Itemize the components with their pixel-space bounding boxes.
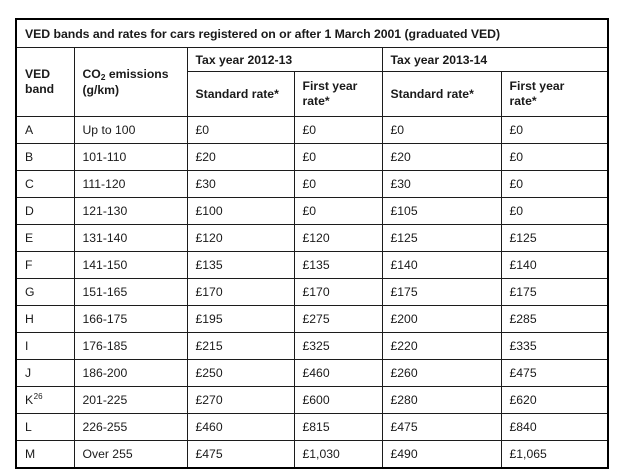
cell-ved-band [16,279,74,306]
header-row-group [16,48,608,72]
cell-standard-rate-2012: £120 [187,225,294,252]
cell-first-year-rate-2013: £1,065 [501,441,608,469]
cell-ved-band [16,225,74,252]
cell-standard-rate-2012: £170 [187,279,294,306]
cell-ved-band [16,414,74,441]
table-row [16,306,608,333]
band-letter: K [25,393,34,407]
header-standard-rate-2013: Standard rate* [382,72,501,117]
cell-standard-rate-2013: £140 [382,252,501,279]
cell-standard-rate-2013: £260 [382,360,501,387]
band-letter: I [25,339,29,353]
cell-ved-band [16,144,74,171]
table-row [16,279,608,306]
header-tax-year-2013-14: Tax year 2013-14 [382,48,608,72]
band-letter: E [25,231,34,245]
cell-standard-rate-2013: £30 [382,171,501,198]
cell-first-year-rate-2012: £0 [294,198,382,225]
cell-co2-emissions: 176-185 [74,333,187,360]
cell-first-year-rate-2013: £285 [501,306,608,333]
cell-standard-rate-2012: £460 [187,414,294,441]
table-row [16,414,608,441]
cell-first-year-rate-2013: £125 [501,225,608,252]
cell-co2-emissions: 121-130 [74,198,187,225]
cell-ved-band [16,387,74,414]
cell-co2-emissions: Up to 100 [74,117,187,144]
table-row [16,171,608,198]
table-row [16,198,608,225]
header-first-year-rate-2013 [501,72,608,117]
cell-standard-rate-2013: £0 [382,117,501,144]
table-row [16,333,608,360]
cell-co2-emissions: 111-120 [74,171,187,198]
cell-first-year-rate-2012: £0 [294,144,382,171]
band-letter: F [25,258,33,272]
cell-standard-rate-2012: £270 [187,387,294,414]
table-row [16,441,608,469]
band-letter: G [25,285,35,299]
header-co2-emissions-line1 [83,67,169,81]
header-ved-band-line1: VED [25,67,51,81]
cell-ved-band [16,333,74,360]
cell-co2-emissions: 101-110 [74,144,187,171]
table-title: VED bands and rates for cars registered on or after 1 March 2001 (graduated VED) [16,19,608,48]
table-row [16,360,608,387]
cell-first-year-rate-2012: £815 [294,414,382,441]
cell-co2-emissions: 226-255 [74,414,187,441]
cell-ved-band [16,360,74,387]
table-row [16,387,608,414]
header-co2-emissions [74,48,187,117]
cell-standard-rate-2012: £0 [187,117,294,144]
header-first-year-rate-2012-line1: First year [302,79,358,93]
cell-first-year-rate-2013: £140 [501,252,608,279]
table-row [16,225,608,252]
cell-first-year-rate-2013: £840 [501,414,608,441]
cell-standard-rate-2013: £475 [382,414,501,441]
cell-standard-rate-2013: £220 [382,333,501,360]
cell-standard-rate-2013: £175 [382,279,501,306]
band-letter: D [25,204,34,218]
co2-text: CO [82,66,101,81]
cell-first-year-rate-2013: £0 [501,117,608,144]
emissions-text: emissions [105,66,169,81]
cell-standard-rate-2012: £20 [187,144,294,171]
cell-standard-rate-2013: £105 [382,198,501,225]
band-letter: C [25,177,34,191]
cell-first-year-rate-2013: £0 [501,144,608,171]
cell-first-year-rate-2012: £120 [294,225,382,252]
ved-bands-and-rates-table [15,18,609,469]
band-letter: B [25,150,34,164]
cell-standard-rate-2012: £475 [187,441,294,469]
header-ved-band-line2: band [25,82,55,96]
cell-co2-emissions: 166-175 [74,306,187,333]
cell-co2-emissions: 141-150 [74,252,187,279]
header-co2-emissions-line2: (g/km) [82,82,120,97]
cell-first-year-rate-2013: £335 [501,333,608,360]
cell-standard-rate-2013: £200 [382,306,501,333]
cell-first-year-rate-2013: £475 [501,360,608,387]
cell-first-year-rate-2013: £0 [501,198,608,225]
table-body [16,19,608,468]
table-title-row [16,19,608,48]
cell-standard-rate-2013: £125 [382,225,501,252]
cell-first-year-rate-2012: £275 [294,306,382,333]
header-tax-year-2012-13: Tax year 2012-13 [187,48,382,72]
band-letter: H [25,312,34,326]
band-footnote-marker: 26 [33,392,43,401]
cell-co2-emissions: Over 255 [74,441,187,469]
band-letter: L [25,420,32,434]
cell-first-year-rate-2012: £1,030 [294,441,382,469]
cell-standard-rate-2012: £135 [187,252,294,279]
cell-standard-rate-2012: £215 [187,333,294,360]
cell-first-year-rate-2012: £0 [294,117,382,144]
cell-standard-rate-2012: £195 [187,306,294,333]
co2-subscript: 2 [100,71,106,82]
cell-standard-rate-2013: £490 [382,441,501,469]
cell-first-year-rate-2013: £620 [501,387,608,414]
band-letter: M [25,447,36,461]
cell-co2-emissions: 131-140 [74,225,187,252]
ved-table-container [15,18,607,469]
cell-standard-rate-2012: £30 [187,171,294,198]
cell-first-year-rate-2012: £170 [294,279,382,306]
cell-standard-rate-2013: £20 [382,144,501,171]
cell-first-year-rate-2012: £135 [294,252,382,279]
cell-ved-band [16,441,74,469]
header-first-year-rate-2013-line2: rate* [509,94,537,108]
cell-first-year-rate-2012: £460 [294,360,382,387]
cell-standard-rate-2012: £100 [187,198,294,225]
cell-first-year-rate-2012: £325 [294,333,382,360]
cell-co2-emissions: 151-165 [74,279,187,306]
cell-ved-band [16,117,74,144]
cell-ved-band [16,198,74,225]
header-first-year-rate-2013-line1: First year [509,79,565,93]
band-letter: J [25,366,32,380]
cell-first-year-rate-2012: £600 [294,387,382,414]
cell-first-year-rate-2012: £0 [294,171,382,198]
table-row [16,117,608,144]
cell-ved-band [16,171,74,198]
cell-first-year-rate-2013: £0 [501,171,608,198]
band-letter: A [25,123,34,137]
header-first-year-rate-2012-line2: rate* [302,94,330,108]
cell-standard-rate-2012: £250 [187,360,294,387]
cell-ved-band [16,306,74,333]
header-standard-rate-2012: Standard rate* [187,72,294,117]
cell-first-year-rate-2013: £175 [501,279,608,306]
header-ved-band [16,48,74,117]
table-row [16,252,608,279]
cell-ved-band [16,252,74,279]
table-row [16,144,608,171]
cell-co2-emissions: 201-225 [74,387,187,414]
cell-co2-emissions: 186-200 [74,360,187,387]
header-first-year-rate-2012 [294,72,382,117]
cell-standard-rate-2013: £280 [382,387,501,414]
